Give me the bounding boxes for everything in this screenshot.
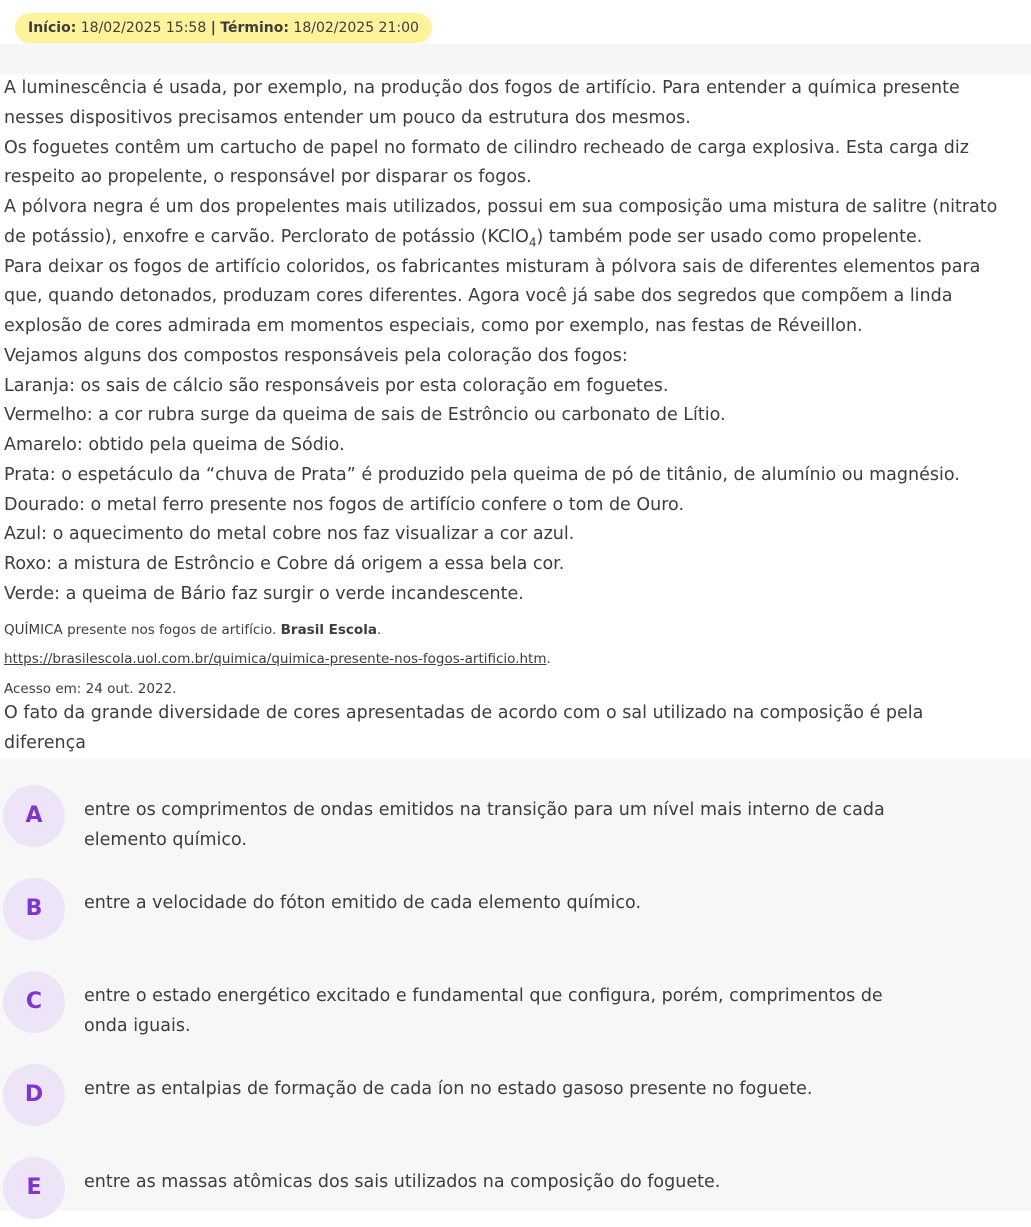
option-c-text[interactable] (84, 982, 904, 1042)
statement-line: Verde: a queima de Bário faz surgir o verde incandescente. (4, 584, 524, 604)
reference-source: Brasil Escola (280, 622, 377, 638)
option-a-line-2: elemento químico. (84, 829, 247, 850)
reference-url-link[interactable]: https://brasilescola.uol.com.br/quimica/quimica-presente-nos-fogos-artificio.htm (4, 651, 547, 667)
reference-citation (4, 622, 381, 638)
statement-line: Dourado: o metal ferro presente nos fogos de artifício confere o tom de Ouro. (4, 495, 685, 515)
statement-line: Os foguetes contêm um cartucho de papel no formato de cilindro recheado de carga explosiva. Esta carga diz (4, 138, 969, 158)
option-b-letter[interactable]: B (3, 878, 65, 940)
formula-subscript: 4 (528, 235, 537, 250)
option-e-text[interactable] (84, 1168, 904, 1198)
header-divider-strip (0, 44, 1031, 74)
end-label: Término: (220, 20, 289, 36)
end-value: 18/02/2025 21:00 (293, 20, 419, 36)
option-e[interactable] (0, 1155, 1031, 1227)
option-b[interactable] (0, 876, 1031, 948)
reference-title: QUÍMICA presente nos fogos de artifício. (4, 622, 277, 638)
option-a[interactable] (0, 783, 1031, 855)
option-d-text[interactable] (84, 1075, 904, 1105)
statement-line: Azul: o aquecimento do metal cobre nos faz visualizar a cor azul. (4, 524, 575, 544)
answer-options (0, 759, 1031, 1211)
statement-line: Para deixar os fogos de artifício coloridos, os fabricantes misturam à pólvora sais de diferentes elementos para (4, 257, 981, 277)
reference-url-punct: . (546, 651, 551, 667)
statement-line: Vejamos alguns dos compostos responsáveis pela coloração dos fogos: (4, 346, 628, 366)
exam-time-badge (15, 13, 432, 43)
statement-line: Vermelho: a cor rubra surge da queima de sais de Estrôncio ou carbonato de Lítio. (4, 405, 726, 425)
statement-line: explosão de cores admirada em momentos especiais, como por exemplo, nas festas de Réveillon. (4, 316, 863, 336)
separator: | (210, 20, 216, 36)
option-e-line-1: entre as massas atômicas dos sais utilizados na composição do foguete. (84, 1172, 721, 1192)
statement-line: A luminescência é usada, por exemplo, na produção dos fogos de artifício. Para entender a química presente (4, 78, 960, 98)
option-d-letter[interactable]: D (3, 1064, 65, 1126)
option-b-text[interactable] (84, 889, 904, 919)
formula-text-after: ) também pode ser usado como propelente. (536, 227, 923, 247)
question-prompt-line: diferença (4, 733, 86, 753)
statement-line: nesses dispositivos precisamos entender um pouco da estrutura dos mesmos. (4, 108, 691, 128)
option-b-line-1: entre a velocidade do fóton emitido de cada elemento químico. (84, 893, 642, 913)
start-value: 18/02/2025 15:58 (80, 20, 207, 36)
option-d-line-1: entre as entalpias de formação de cada íon no estado gasoso presente no foguete. (84, 1079, 813, 1099)
option-e-letter[interactable]: E (3, 1157, 65, 1219)
statement-line: respeito ao propelente, o responsável por disparar os fogos. (4, 167, 532, 187)
question-prompt-line: O fato da grande diversidade de cores apresentadas de acordo com o sal utilizado na composição é pela (4, 703, 924, 723)
statement-line: A pólvora negra é um dos propelentes mais utilizados, possui em sua composição uma mistura de salitre (nitrato (4, 197, 998, 217)
reference-source-punct: . (376, 622, 382, 638)
statement-line: que, quando detonados, produzam cores diferentes. Agora você já sabe dos segredos que compõem a linda (4, 286, 953, 306)
formula-text-before: de potássio), enxofre e carvão. Perclorato de potássio (KClO (4, 227, 529, 247)
statement-line: Roxo: a mistura de Estrôncio e Cobre dá origem a essa bela cor. (4, 554, 565, 574)
option-c-line-1: entre o estado energético excitado e fundamental que configura, porém, comprimentos de (84, 986, 883, 1006)
question-statement (0, 74, 1031, 759)
start-label: Início: (28, 20, 77, 36)
reference-url-line (4, 651, 551, 667)
option-a-letter[interactable]: A (3, 785, 65, 847)
option-a-text[interactable] (84, 796, 904, 856)
top-bar (0, 0, 1031, 44)
option-d[interactable] (0, 1062, 1031, 1134)
statement-line: Amarelo: obtido pela queima de Sódio. (4, 435, 345, 455)
option-c-line-2: onda iguais. (84, 1015, 191, 1036)
statement-line: Laranja: os sais de cálcio são responsáveis por esta coloração em foguetes. (4, 376, 669, 396)
option-a-line-1: entre os comprimentos de ondas emitidos na transição para um nível mais interno de cada (84, 800, 885, 820)
option-c[interactable] (0, 969, 1031, 1041)
reference-access-date: Acesso em: 24 out. 2022. (4, 681, 177, 697)
statement-line: Prata: o espetáculo da “chuva de Prata” é produzido pela queima de pó de titânio, de alumínio ou magnésio. (4, 465, 960, 485)
option-c-letter[interactable]: C (3, 971, 65, 1033)
